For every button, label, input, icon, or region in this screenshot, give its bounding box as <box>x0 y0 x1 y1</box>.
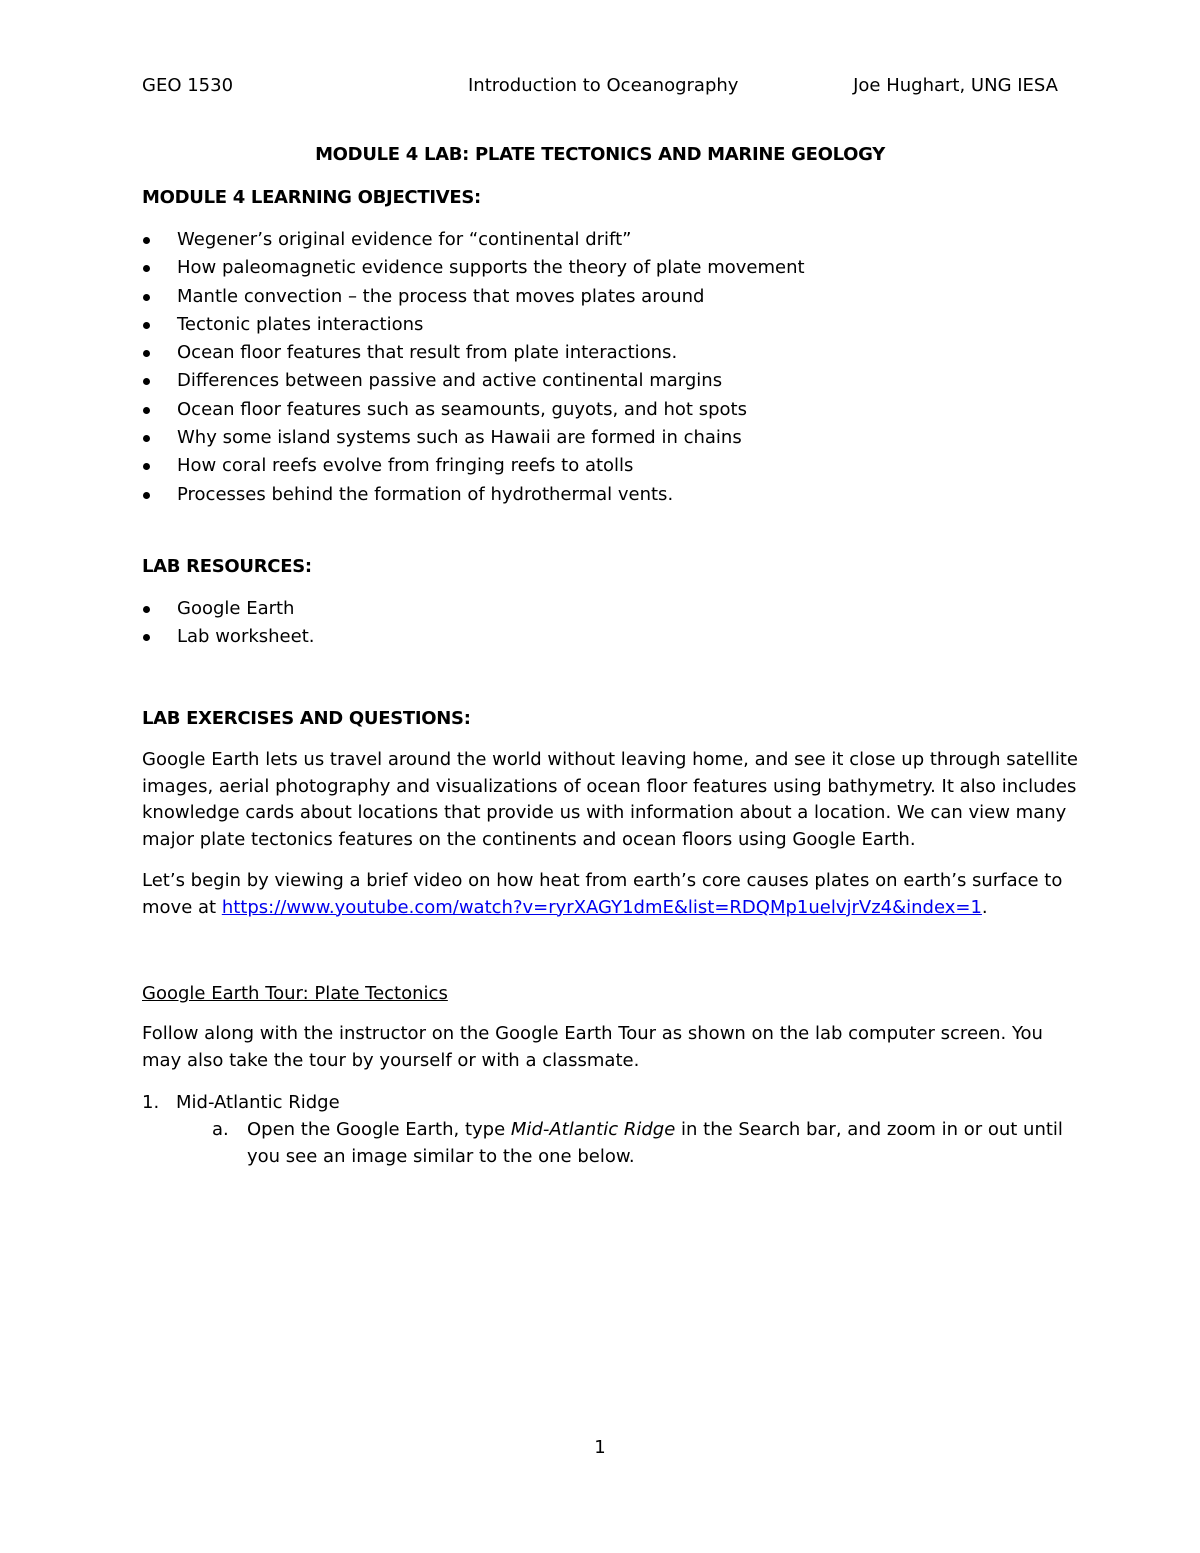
resources-heading: LAB RESOURCES: <box>142 556 312 577</box>
list-item: Google Earth <box>142 597 314 625</box>
step-1a-item: a. Open the Google Earth, type Mid-Atlantic Ridge in the Search bar, and zoom in or out until you see an image similar to the one below. <box>212 1119 1063 1167</box>
header-course-code: GEO 1530 <box>142 75 234 96</box>
list-item: Differences between passive and active continental margins <box>142 369 805 397</box>
youtube-video-link[interactable]: https://www.youtube.com/watch?v=ryrXAGY1dmE&list=RDQMp1uelvjrVz4&index=1 <box>221 896 982 918</box>
step-label: Mid-Atlantic Ridge <box>176 1092 340 1113</box>
bullet-icon <box>143 435 150 442</box>
header-course-title: Introduction to Oceanography <box>468 75 739 96</box>
list-item: Processes behind the formation of hydrothermal vents. <box>142 483 805 511</box>
bullet-icon <box>143 294 150 301</box>
bullet-icon <box>143 407 150 414</box>
video-paragraph: Let’s begin by viewing a brief video on how heat from earth’s core causes plates on earth’s surface to move at https://www.youtube.com/watch?v=ryrXAGY1dmE&list=RDQMp1uelvjrVz4&index=1. <box>142 870 1063 918</box>
exercises-heading: LAB EXERCISES AND QUESTIONS: <box>142 708 471 729</box>
list-item: Ocean floor features such as seamounts, guyots, and hot spots <box>142 398 805 426</box>
bullet-icon <box>143 634 150 641</box>
page-number: 1 <box>594 1437 606 1458</box>
tour-instructions-paragraph: Follow along with the instructor on the Google Earth Tour as shown on the lab computer screen. You may also take the tour by yourself or with a classmate. <box>142 1023 1043 1071</box>
bullet-icon <box>143 265 150 272</box>
exercises-intro-paragraph: Google Earth lets us travel around the world without leaving home, and see it close up through satellite images, aerial photography and visualizations of ocean floor features using bathymetry. It also includes knowledge cards about locations that provide us with information about a location. We can view many major plate tectonics features on the continents and ocean floors using Google Earth. <box>142 749 1078 851</box>
objectives-heading: MODULE 4 LEARNING OBJECTIVES: <box>142 187 481 208</box>
list-item: Lab worksheet. <box>142 625 314 653</box>
tour-heading: Google Earth Tour: Plate Tectonics <box>142 983 448 1004</box>
bullet-icon <box>143 350 150 357</box>
header-author: Joe Hughart, UNG IESA <box>853 75 1058 96</box>
list-item: How coral reefs evolve from fringing reefs to atolls <box>142 454 805 482</box>
bullet-icon <box>143 378 150 385</box>
list-item: Wegener’s original evidence for “continental drift” <box>142 228 805 256</box>
bullet-icon <box>143 237 150 244</box>
step-number: 1. <box>142 1092 160 1113</box>
objectives-list <box>142 228 805 511</box>
bullet-icon <box>143 492 150 499</box>
bullet-icon <box>143 606 150 613</box>
list-item: Tectonic plates interactions <box>142 313 805 341</box>
step-1-item <box>142 1091 340 1115</box>
list-item: Why some island systems such as Hawaii are formed in chains <box>142 426 805 454</box>
bullet-icon <box>143 322 150 329</box>
list-item: How paleomagnetic evidence supports the theory of plate movement <box>142 256 805 284</box>
list-item: Ocean floor features that result from plate interactions. <box>142 341 805 369</box>
document-title: MODULE 4 LAB: PLATE TECTONICS AND MARINE GEOLOGY <box>315 144 885 165</box>
resources-list <box>142 597 314 654</box>
step-letter: a. <box>212 1119 229 1140</box>
list-item: Mantle convection – the process that moves plates around <box>142 285 805 313</box>
bullet-icon <box>143 463 150 470</box>
